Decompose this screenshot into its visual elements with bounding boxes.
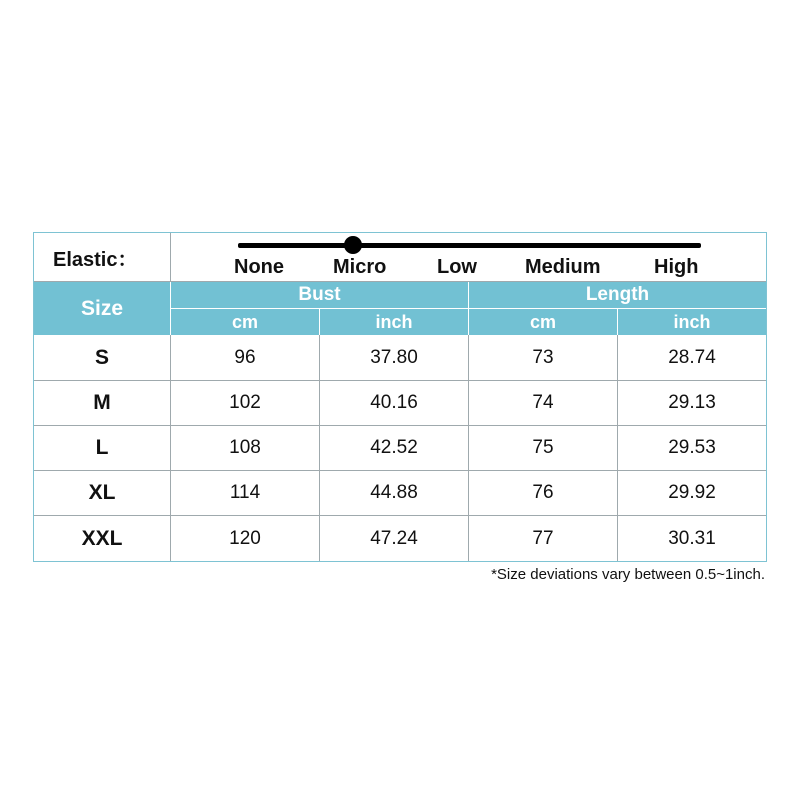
header-divider [171, 308, 766, 309]
header-length-cm: cm [469, 309, 617, 335]
bust-inch-cell: 44.88 [370, 482, 418, 503]
length-cm-cell: 75 [532, 437, 554, 458]
header-length: Length [469, 282, 766, 308]
header-size: Size [34, 282, 170, 335]
bust-cm-cell: 114 [229, 482, 261, 503]
bust-inch-cell: 37.80 [370, 347, 418, 368]
size-deviation-note: *Size deviations vary between 0.5~1inch. [491, 566, 765, 583]
length-cm-cell: 76 [532, 482, 554, 503]
length-inch-cell: 29.53 [668, 437, 716, 458]
bust-inch-cell: 47.24 [370, 527, 418, 549]
bust-inch-cell: 40.16 [370, 392, 418, 413]
header-divider [319, 308, 320, 335]
header-bust-cm: cm [171, 309, 319, 335]
length-inch-cell: 29.13 [668, 392, 716, 413]
row-size: XL [88, 481, 116, 504]
header-length-inch: inch [618, 309, 766, 335]
bust-cm-cell: 120 [229, 527, 261, 549]
length-cm-cell: 77 [532, 527, 554, 549]
bust-cm-cell: 108 [229, 437, 261, 458]
row-size: L [95, 436, 109, 459]
length-inch-cell: 28.74 [668, 347, 716, 368]
grid-line [34, 281, 766, 282]
length-inch-cell: 29.92 [668, 482, 716, 503]
length-inch-cell: 30.31 [668, 527, 716, 549]
grid-line [170, 233, 171, 282]
elastic-level-medium: Medium [525, 256, 601, 278]
length-cm-cell: 73 [532, 347, 554, 368]
elastic-scale-marker [344, 236, 362, 254]
header-divider [617, 308, 618, 335]
bust-cm-cell: 102 [229, 392, 261, 413]
elastic-level-none: None [234, 256, 284, 278]
length-cm-cell: 74 [532, 392, 554, 413]
row-size: S [94, 346, 109, 369]
elastic-level-low: Low [437, 256, 477, 278]
row-size: M [93, 391, 111, 414]
elastic-scale-track [238, 243, 701, 248]
bust-cm-cell: 96 [234, 347, 256, 368]
elastic-level-high: High [654, 256, 699, 278]
row-size: XXL [81, 526, 123, 550]
header-bust-inch: inch [320, 309, 468, 335]
bust-inch-cell: 42.52 [370, 437, 418, 458]
elastic-level-micro: Micro [333, 256, 387, 278]
header-bust: Bust [171, 282, 468, 308]
elastic-label: Elastic： [53, 248, 138, 271]
